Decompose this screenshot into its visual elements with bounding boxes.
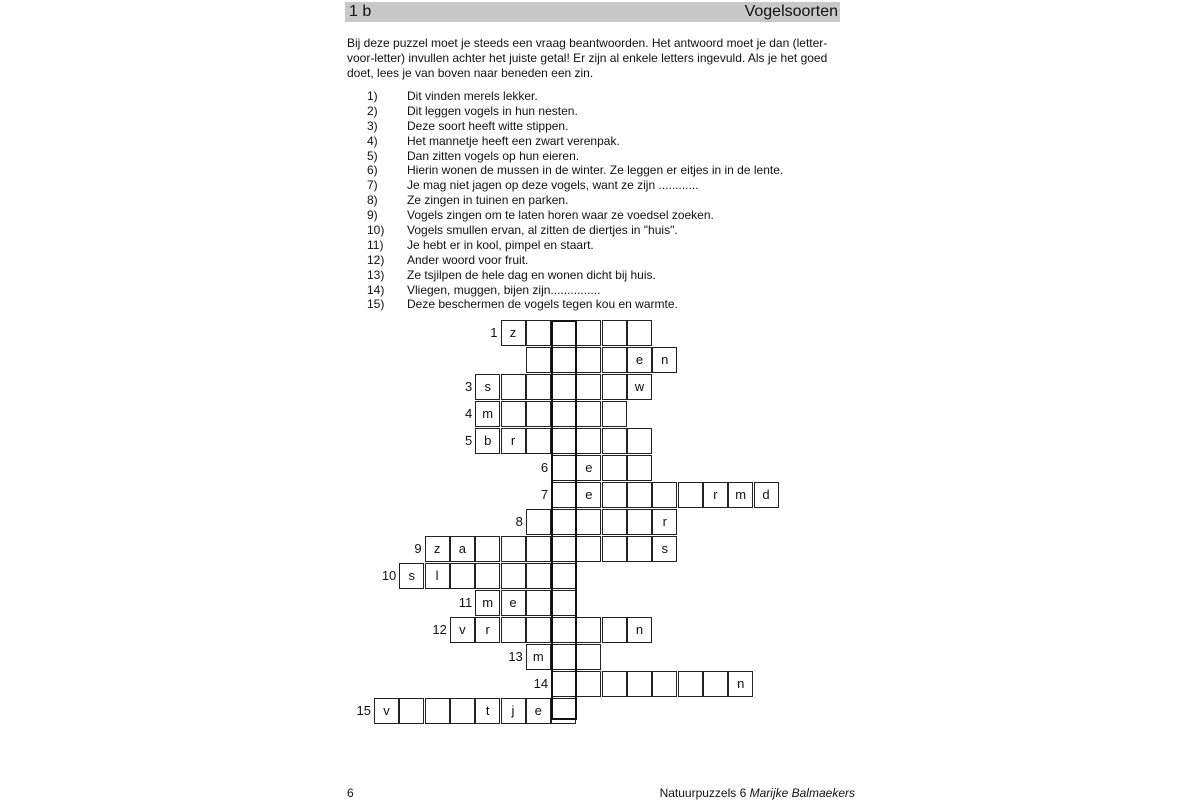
clue-number: 15) [367,297,385,312]
grid-cell[interactable] [450,563,475,589]
grid-cell[interactable] [576,536,601,562]
grid-cell[interactable] [602,347,627,373]
clue-number: 9) [367,208,378,223]
grid-cell[interactable] [551,644,576,670]
clue-text: Deze soort heeft witte stippen. [407,118,569,133]
grid-cell[interactable]: v [450,617,475,643]
clue-number: 14) [367,282,385,297]
grid-cell[interactable]: e [526,698,551,724]
grid-cell[interactable]: e [501,590,526,616]
book-title: Natuurpuzzels 6 [659,786,747,800]
grid-cell[interactable]: e [627,347,652,373]
grid-cell[interactable]: r [475,617,500,643]
grid-cell[interactable]: m [475,590,500,616]
row-number: 12 [432,622,447,637]
grid-cell[interactable] [526,347,551,373]
grid-cell[interactable] [551,401,576,427]
clue-text: Je hebt er in kool, pimpel en staart. [407,237,594,252]
grid-cell[interactable] [551,482,576,508]
grid-cell[interactable]: m [475,401,500,427]
grid-cell[interactable] [576,617,601,643]
row-number: 6 [540,460,549,475]
grid-cell[interactable] [602,509,627,535]
grid-cell[interactable] [576,401,601,427]
clue-text: Het mannetje heeft een zwart verenpak. [407,133,620,148]
grid-cell[interactable] [501,401,526,427]
grid-cell[interactable]: e [576,455,601,481]
row-number: 1 [490,325,498,340]
grid-cell[interactable] [602,374,627,400]
grid-cell[interactable] [526,509,551,535]
grid-cell[interactable]: e [576,482,601,508]
grid-cell[interactable] [551,455,576,481]
grid-cell[interactable]: r [703,482,728,508]
grid-cell[interactable] [576,671,601,697]
row-number: 15 [356,703,371,718]
grid-cell[interactable] [526,428,551,454]
grid-cell[interactable] [425,698,450,724]
grid-cell[interactable] [602,401,627,427]
row-number: 11 [458,595,473,610]
grid-cell[interactable] [602,617,627,643]
clue-text: Ze zingen in tuinen en parken. [407,193,569,208]
grid-cell[interactable] [526,536,551,562]
page-number: 6 [347,786,354,800]
grid-cell[interactable] [551,428,576,454]
clue-text: Hierin wonen de mussen in de winter. Ze leggen er eitjes in in de lente. [407,163,784,178]
grid-cell[interactable] [627,320,652,346]
grid-cell[interactable]: s [399,563,424,589]
grid-cell[interactable] [551,617,576,643]
clue-number: 4) [367,133,378,148]
clue-number: 13) [367,267,385,282]
grid-cell[interactable] [551,347,576,373]
grid-cell[interactable] [551,590,576,616]
grid-cell[interactable] [576,374,601,400]
grid-cell[interactable] [602,428,627,454]
grid-cell[interactable]: j [501,698,526,724]
clue-text: Dit leggen vogels in hun nesten. [407,103,578,118]
grid-cell[interactable] [450,698,475,724]
grid-cell[interactable] [551,563,576,589]
grid-cell[interactable]: n [627,617,652,643]
grid-cell[interactable] [576,509,601,535]
grid-cell[interactable]: z [501,320,526,346]
clue-number: 7) [367,178,378,193]
grid-cell[interactable] [602,482,627,508]
grid-cell[interactable] [526,320,551,346]
grid-cell[interactable] [399,698,424,724]
clue-number: 6) [367,163,378,178]
row-number: 14 [533,676,549,691]
clue-text: Deze beschermen de vogels tegen kou en warmte. [407,297,678,312]
grid-cell[interactable] [551,374,576,400]
grid-cell[interactable]: r [501,428,526,454]
clue-number: 8) [367,193,378,208]
clue-text: Vogels zingen om te laten horen waar ze voedsel zoeken. [407,208,714,223]
clue-number: 12) [367,252,385,267]
clue-number: 11) [367,237,384,252]
author-name: Marijke Balmaekers [749,786,855,800]
grid-cell[interactable] [551,698,576,724]
grid-cell[interactable] [627,671,652,697]
grid-cell[interactable] [576,428,601,454]
puzzle-title: Vogelsoorten [744,3,838,20]
clue-text: Vliegen, muggen, bijen zijn............... [407,282,601,297]
grid-cell[interactable] [703,671,728,697]
clue-text: Dit vinden merels lekker. [407,89,538,103]
grid-cell[interactable] [602,455,627,481]
grid-cell[interactable] [576,320,601,346]
grid-cell[interactable]: b [475,428,500,454]
row-number: 8 [515,514,523,529]
grid-cell[interactable] [501,536,526,562]
grid-cell[interactable]: n [728,671,753,697]
grid-cell[interactable]: r [652,509,677,535]
clue-text: Dan zitten vogels op hun eieren. [407,148,580,163]
clue-text: Vogels smullen ervan, al zitten de diertjes in "huis". [407,223,678,238]
grid-cell[interactable]: m [728,482,753,508]
grid-cell[interactable]: z [425,536,450,562]
clue-text: Je mag niet jagen op deze vogels, want ze zijn ............ [407,178,699,193]
grid-cell[interactable]: m [526,644,551,670]
grid-cell[interactable] [526,374,551,400]
grid-cell[interactable]: s [475,374,500,400]
clue-number: 3) [367,118,378,133]
grid-cell[interactable]: n [652,347,677,373]
grid-cell[interactable] [526,590,551,616]
grid-cell[interactable] [627,428,652,454]
row-number: 5 [464,433,473,448]
instructions: Bij deze puzzel moet je steeds een vraag beantwoorden. Het antwoord moet je dan (letter-voor-letter) invullen achter het juiste getal! Er zijn al enkele letters ingevuld. Als je het goed doet, lees je van boven naar beneden een zin. [347,36,828,80]
clue-text: Ander woord voor fruit. [407,252,529,267]
grid-cell[interactable]: s [652,536,677,562]
grid-cell[interactable] [551,509,576,535]
row-number: 3 [464,379,473,394]
footer-credit [660,786,855,800]
grid-cell[interactable] [627,536,652,562]
grid-cell[interactable] [526,401,551,427]
grid-cell[interactable] [602,671,627,697]
grid-cell[interactable] [652,671,677,697]
grid-cell[interactable] [475,536,500,562]
grid-cell[interactable] [551,536,576,562]
grid-cell[interactable] [678,671,703,697]
row-number: 13 [508,649,523,664]
grid-cell[interactable] [627,509,652,535]
grid-cell[interactable] [475,563,500,589]
clue-number: 1) [367,89,378,103]
grid-cell[interactable]: d [754,482,779,508]
grid-cell[interactable] [501,563,526,589]
grid-cell[interactable] [526,617,551,643]
row-number: 10 [381,568,397,583]
grid-cell[interactable]: t [475,698,500,724]
clue-number: 2) [367,103,378,118]
clue-text: Ze tsjilpen de hele dag en wonen dicht bij huis. [407,267,656,282]
grid-cell[interactable]: w [627,374,652,400]
grid-cell[interactable] [551,671,576,697]
grid-cell[interactable]: l [425,563,450,589]
row-number: 7 [540,487,549,502]
row-number: 4 [464,406,473,421]
grid-cell[interactable]: a [450,536,475,562]
grid-cell[interactable] [551,320,576,346]
puzzle-code: 1 b [349,3,372,20]
grid-cell[interactable] [576,347,601,373]
row-number: 9 [414,541,422,556]
clue-number: 10) [367,223,385,238]
grid-cell[interactable] [501,374,526,400]
grid-cell[interactable]: v [374,698,399,724]
grid-cell[interactable] [602,320,627,346]
grid-cell[interactable] [501,617,526,643]
grid-cell[interactable] [627,455,652,481]
grid-cell[interactable] [526,563,551,589]
grid-cell[interactable] [652,482,677,508]
grid-cell[interactable] [678,482,703,508]
grid-cell[interactable] [576,644,601,670]
grid-cell[interactable] [602,536,627,562]
clue-number: 5) [367,148,378,163]
grid-cell[interactable] [627,482,652,508]
